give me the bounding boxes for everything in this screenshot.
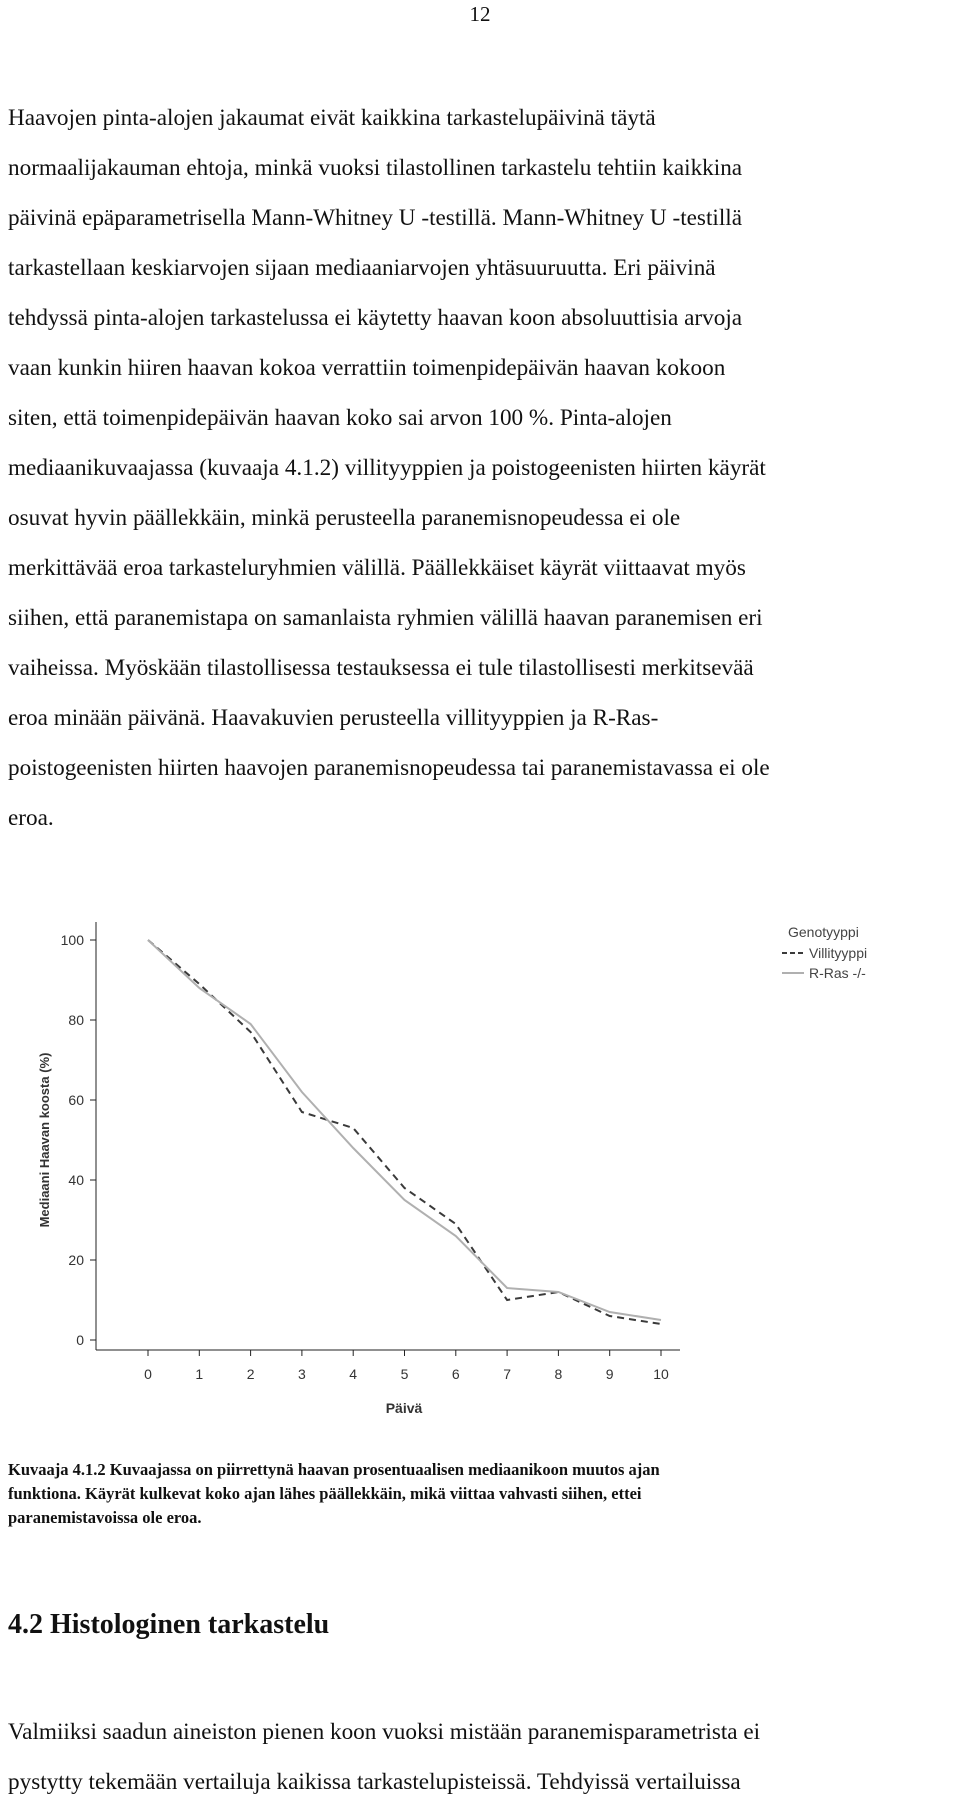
text-line: mediaanikuvaajassa (kuvaaja 4.1.2) villityyppien ja poistogeenisten hiirten käyrät xyxy=(8,455,766,481)
text-line: pystytty tekemään vertailuja kaikissa tarkastelupisteissä. Tehdyissä vertailuissa xyxy=(8,1769,741,1795)
text-line: Valmiiksi saadun aineiston pienen koon vuoksi mistään paranemisparametrista ei xyxy=(8,1719,761,1745)
chart-svg xyxy=(0,900,960,1440)
x-tick-label: 10 xyxy=(653,1366,669,1382)
x-tick-label: 5 xyxy=(400,1366,409,1382)
text-line: vaiheissa. Myöskään tilastollisessa testauksessa ei tule tilastollisesti merkitsevää xyxy=(8,655,754,681)
text-line: vaan kunkin hiiren haavan kokoa verrattiin toimenpidepäivän haavan kokoon xyxy=(8,355,726,381)
x-tick-label: 9 xyxy=(605,1366,614,1382)
text-line: normaalijakauman ehtoja, minkä vuoksi tilastollinen tarkastelu tehtiin kaikkina xyxy=(8,155,743,181)
y-tick-label: 100 xyxy=(60,932,84,948)
y-axis-label: Mediaani Haavan koosta (%) xyxy=(37,1052,52,1228)
body-paragraph-1 xyxy=(8,93,960,843)
legend-entry: Villityyppi xyxy=(809,945,868,961)
legend-title: Genotyyppi xyxy=(788,924,859,940)
x-tick-label: 6 xyxy=(451,1366,460,1382)
text-line: siten, että toimenpidepäivän haavan koko sai arvon 100 %. Pinta-alojen xyxy=(8,405,672,431)
x-axis-label: Päivä xyxy=(385,1400,423,1416)
caption-line: Kuvaaja 4.1.2 Kuvaajassa on piirrettynä haavan prosentuaalisen mediaanikoon muutos ajan xyxy=(8,1460,660,1479)
caption-line: paranemistavoissa ole eroa. xyxy=(8,1508,202,1527)
y-tick-label: 20 xyxy=(68,1252,84,1268)
text-line: poistogeenisten hiirten haavojen paranemisnopeudessa tai paranemistavassa ei ole xyxy=(8,755,770,781)
page-number: 12 xyxy=(469,2,491,26)
section-heading: 4.2 Histologinen tarkastelu xyxy=(8,1609,330,1640)
caption-line: funktiona. Käyrät kulkevat koko ajan lähes päällekkäin, mikä viittaa vahvasti siihen, ettei xyxy=(8,1484,642,1503)
series-line-r-ras xyxy=(148,940,661,1320)
text-line: merkittävää eroa tarkasteluryhmien välillä. Päällekkäiset käyrät viittaavat myös xyxy=(8,555,746,581)
text-line: osuvat hyvin päällekkäin, minkä perusteella paranemisnopeudessa ei ole xyxy=(8,505,681,531)
x-tick-label: 0 xyxy=(144,1366,152,1382)
text-line: eroa minään päivänä. Haavakuvien perusteella villityyppien ja R-Ras- xyxy=(8,705,659,731)
x-tick-label: 1 xyxy=(195,1366,204,1382)
text-line: päivinä epäparametrisella Mann-Whitney U -testillä. Mann-Whitney U -testillä xyxy=(8,205,743,231)
x-tick-label: 3 xyxy=(298,1366,306,1382)
x-tick-label: 2 xyxy=(246,1366,255,1382)
text-line: siihen, että paranemistapa on samanlaista ryhmien välillä haavan paranemisen eri xyxy=(8,605,763,631)
text-line: Haavojen pinta-alojen jakaumat eivät kaikkina tarkastelupäivinä täytä xyxy=(8,105,656,131)
median-wound-size-chart xyxy=(0,900,960,1440)
y-tick-label: 0 xyxy=(76,1332,84,1348)
y-tick-label: 80 xyxy=(68,1012,84,1028)
x-tick-label: 7 xyxy=(503,1366,511,1382)
body-paragraph-2 xyxy=(8,1707,960,1807)
figure-caption xyxy=(8,1458,958,1530)
legend-entry: R-Ras -/- xyxy=(809,965,866,981)
x-tick-label: 4 xyxy=(349,1366,358,1382)
y-tick-label: 60 xyxy=(68,1092,84,1108)
x-tick-label: 8 xyxy=(554,1366,563,1382)
text-line: tarkastellaan keskiarvojen sijaan mediaaniarvojen yhtäsuuruutta. Eri päivinä xyxy=(8,255,716,281)
text-line: eroa. xyxy=(8,805,54,831)
y-tick-label: 40 xyxy=(68,1172,84,1188)
series-line-villityyppi xyxy=(148,940,661,1324)
text-line: tehdyssä pinta-alojen tarkastelussa ei käytetty haavan koon absoluuttisia arvoja xyxy=(8,305,743,331)
